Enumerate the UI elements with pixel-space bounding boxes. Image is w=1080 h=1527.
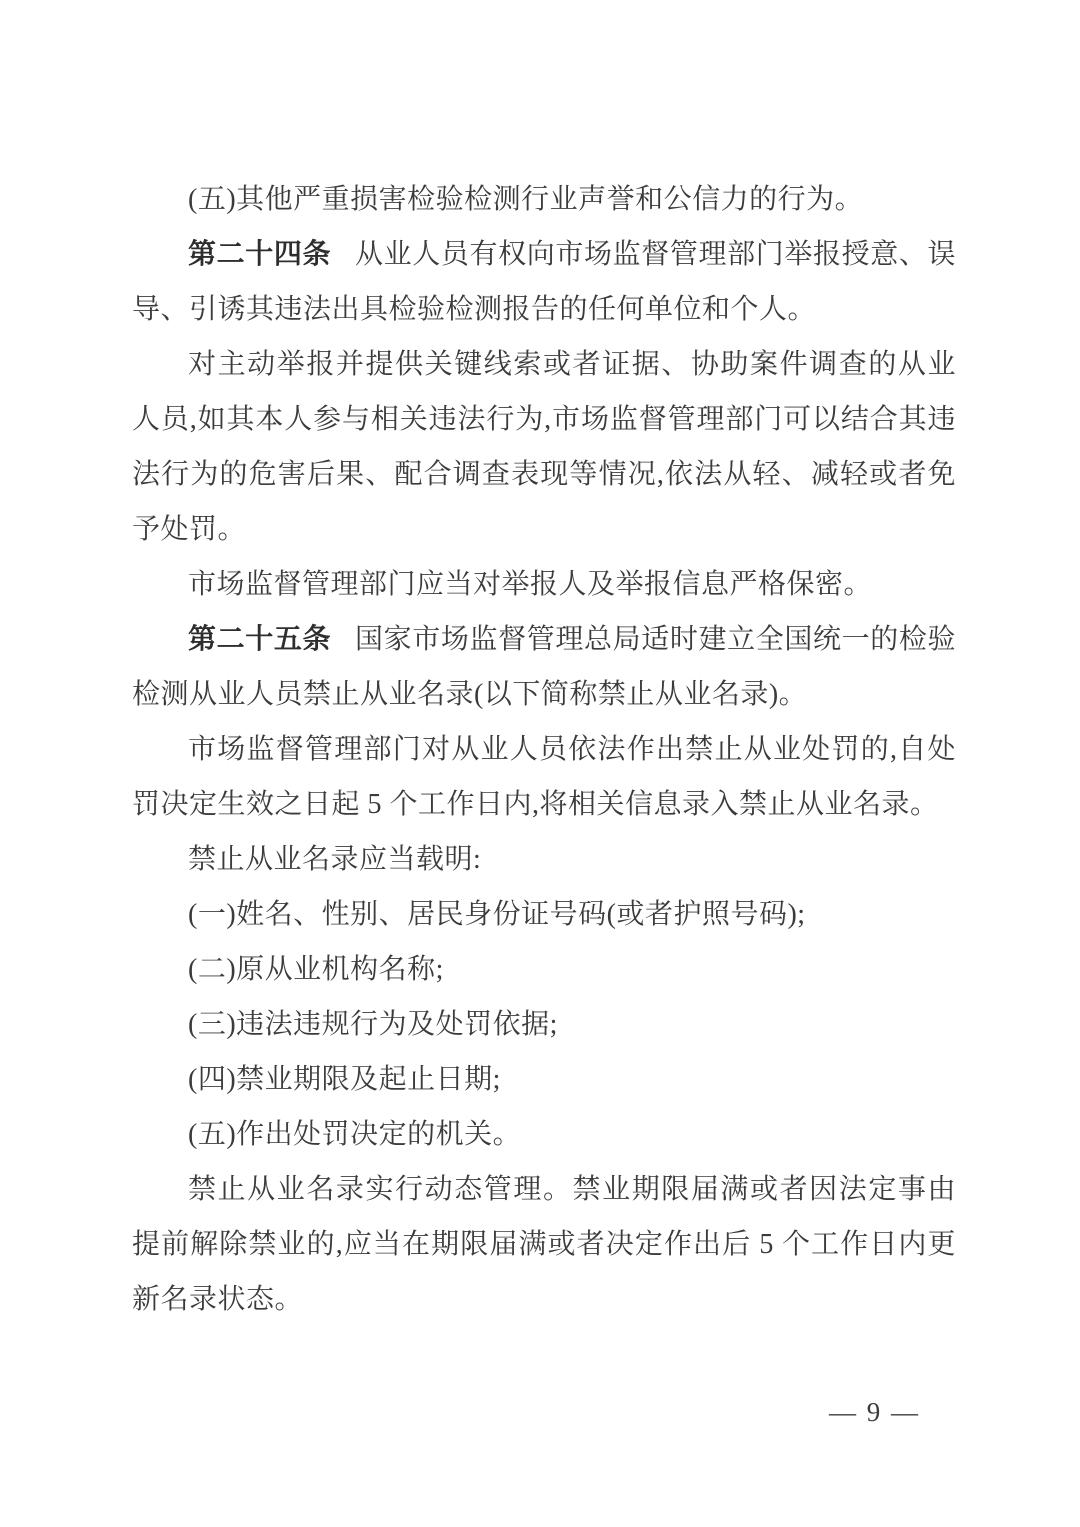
paragraph-text: 禁止从业名录应当载明: — [188, 844, 482, 875]
paragraph-reporting-leniency — [132, 337, 956, 557]
paragraph-item-4 — [132, 1052, 956, 1107]
paragraph-directory-contents-intro — [132, 832, 956, 887]
article-25-number: 第二十五条 — [188, 624, 332, 655]
article-24-number: 第二十四条 — [188, 239, 332, 270]
paragraph-text: (五)作出处罚决定的机关。 — [188, 1119, 522, 1150]
paragraph-dynamic-management — [132, 1162, 956, 1327]
paragraph-text: (四)禁业期限及起止日期; — [188, 1064, 501, 1095]
paragraph-confidentiality — [132, 557, 956, 612]
paragraph-text: 对主动举报并提供关键线索或者证据、协助案件调查的从业人员,如其本人参与相关违法行为,市场监督管理部门可以结合其违法行为的危害后果、配合调查表现等情况,依法从轻、减轻或者免予处罚。 — [132, 349, 956, 545]
paragraph-text: 国家市场监督管理总局适时建立全国统一的检验检测从业人员禁止从业名录(以下简称禁止从业名录)。 — [132, 624, 956, 710]
paragraph-item-1 — [132, 887, 956, 942]
paragraph-article-25 — [132, 612, 956, 722]
paragraph-text: (一)姓名、性别、居民身份证号码(或者护照号码); — [188, 899, 806, 930]
paragraph-directory-entry — [132, 722, 956, 832]
paragraph-text: 市场监督管理部门应当对举报人及举报信息严格保密。 — [188, 569, 873, 600]
paragraph-item-5 — [132, 1107, 956, 1162]
paragraph-text: (三)违法违规行为及处罚依据; — [188, 1009, 558, 1040]
paragraph-text: (五)其他严重损害检验检测行业声誉和公信力的行为。 — [188, 184, 864, 215]
paragraph-text: 从业人员有权向市场监督管理部门举报授意、误导、引诱其违法出具检验检测报告的任何单位和个人。 — [132, 239, 956, 325]
paragraph-text: (二)原从业机构名称; — [188, 954, 444, 985]
page-number: — 9 — — [829, 1397, 920, 1427]
paragraph-text: 禁止从业名录实行动态管理。禁业期限届满或者因法定事由提前解除禁业的,应当在期限届满或者决定作出后 5 个工作日内更新名录状态。 — [132, 1174, 956, 1315]
paragraph-item-2 — [132, 942, 956, 997]
paragraph-item-3 — [132, 997, 956, 1052]
paragraph-article-24 — [132, 227, 956, 337]
paragraph-text: 市场监督管理部门对从业人员依法作出禁止从业处罚的,自处罚决定生效之日起 5 个工作日内,将相关信息录入禁止从业名录。 — [132, 734, 956, 820]
paragraph-item-5-prev-article — [132, 172, 956, 227]
